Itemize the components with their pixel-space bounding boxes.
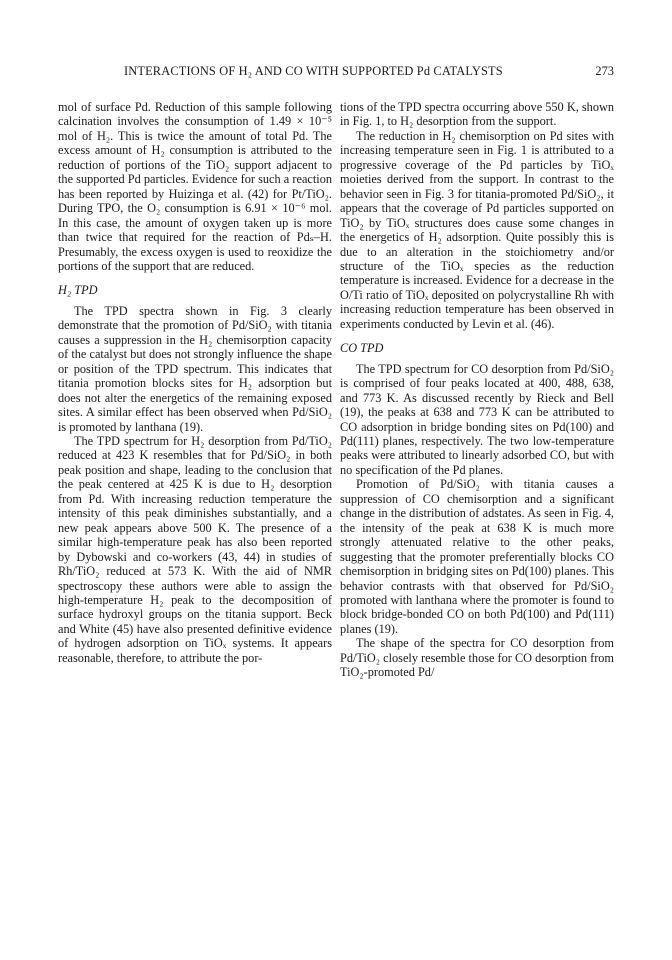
paragraph: Promotion of Pd/SiO₂ with titania causes a suppression of CO chemisorption and a significant change in the distribution of adstates. As seen in Fig. 4, the intensity of the peak at 638 K is much more strongly attenuated relative to the other peaks, suggesting that the promoter preferentially blocks CO chemisorption in bridging sites on Pd(100) planes. This behavior contrasts with that observed for Pd/SiO₂ promoted with lanthana where the promoter is found to block bridge-bonded CO on both Pd(100) and Pd(111) planes (19). — [340, 477, 614, 636]
paragraph-continued: mol of surface Pd. Reduction of this sample following calcination involves the consumption of 1.49 × 10⁻⁵ mol of H₂. This is twice the amount of total Pd. The excess amount of H₂ consumption is attributed to the reduction of portions of the TiO₂ support adjacent to the supported Pd particles. Evidence for such a reaction has been reported by Huizinga et al. (42) for Pt/TiO₂. During TPO, the O₂ consumption is 6.91 × 10⁻⁶ mol. In this case, the amount of oxygen taken up is more than twice that required for the reaction of Pdₛ–H. Presumably, the excess oxygen is used to reoxidize the portions of the support that are reduced. — [58, 100, 332, 273]
page-number: 273 — [595, 64, 614, 78]
paragraph: The TPD spectrum for CO desorption from Pd/SiO₂ is comprised of four peaks located at 400, 488, 638, and 773 K. As discussed recently by Rieck and Bell (19), the peaks at 638 and 773 K can be attributed to CO adsorption in bridge bonding sites on Pd(100) and Pd(111) planes, respectively. The two low-temperature peaks were attributed to linearly adsorbed CO, but with no specification of the Pd planes. — [340, 361, 614, 477]
running-header — [58, 64, 614, 84]
section-heading-h2-tpd: H₂ TPD — [58, 283, 98, 298]
paragraph: The reduction in H₂ chemisorption on Pd sites with increasing temperature seen in Fig. 1 is attributed to a progressive coverage of the Pd particles by TiOₓ moieties derived from the support. In contrast to the behavior seen in Fig. 3 for titania-promoted Pd/SiO₂, it appears that the coverage of Pd particles supported on TiO₂ by TiOₓ structures does cause some changes in the energetics of H₂ adsorption. Quite possibly this is due to an alteration in the stoichiometry and/or structure of the TiOₓ species as the reduction temperature is increased. Evidence for a decrease in the O/Ti ratio of TiOₓ deposited on polycrystalline Rh with increasing reduction temperature has been observed in experiments conducted by Levin et al. (46). — [340, 128, 614, 331]
paragraph: The TPD spectra shown in Fig. 3 clearly demonstrate that the promotion of Pd/SiO₂ with titania causes a suppression in the H₂ chemisorption capacity of the catalyst but does not strongly influence the shape or position of the TPD spectrum. This indicates that titania promotion blocks sites for H₂ adsorption but does not alter the energetics of the remaining exposed sites. A similar effect has been observed when Pd/SiO₂ is promoted by lanthana (19). — [58, 303, 332, 434]
paragraph-continued: tions of the TPD spectra occurring above 550 K, shown in Fig. 1, to H₂ desorption from the support. — [340, 100, 614, 129]
running-title: INTERACTIONS OF H₂ AND CO WITH SUPPORTED Pd CATALYSTS — [124, 64, 503, 78]
section-heading-co-tpd: CO TPD — [340, 341, 384, 356]
paragraph: The shape of the spectra for CO desorption from Pd/TiO₂ closely resemble those for CO desorption from TiO₂-promoted Pd/ — [340, 636, 614, 680]
right-column — [340, 100, 614, 680]
left-column — [58, 100, 332, 665]
paragraph: The TPD spectrum for H₂ desorption from Pd/TiO₂ reduced at 423 K resembles that for Pd/SiO₂ in both peak position and shape, leading to the conclusion that the peak centered at 425 K is due to H₂ desorption from Pd. With increasing reduction temperature the intensity of this peak diminishes substantially, and a new peak appears above 500 K. The presence of a similar high-temperature peak has also been reported by Dybowski and co-workers (43, 44) in studies of Rh/TiO₂ reduced at 573 K. With the aid of NMR spectroscopy these authors were able to assign the high-temperature H₂ peak to the decomposition of surface hydroxyl groups on the titania support. Beck and White (45) have also presented definitive evidence of hydrogen adsorption on TiOₓ systems. It appears reasonable, therefore, to attribute the por- — [58, 433, 332, 665]
